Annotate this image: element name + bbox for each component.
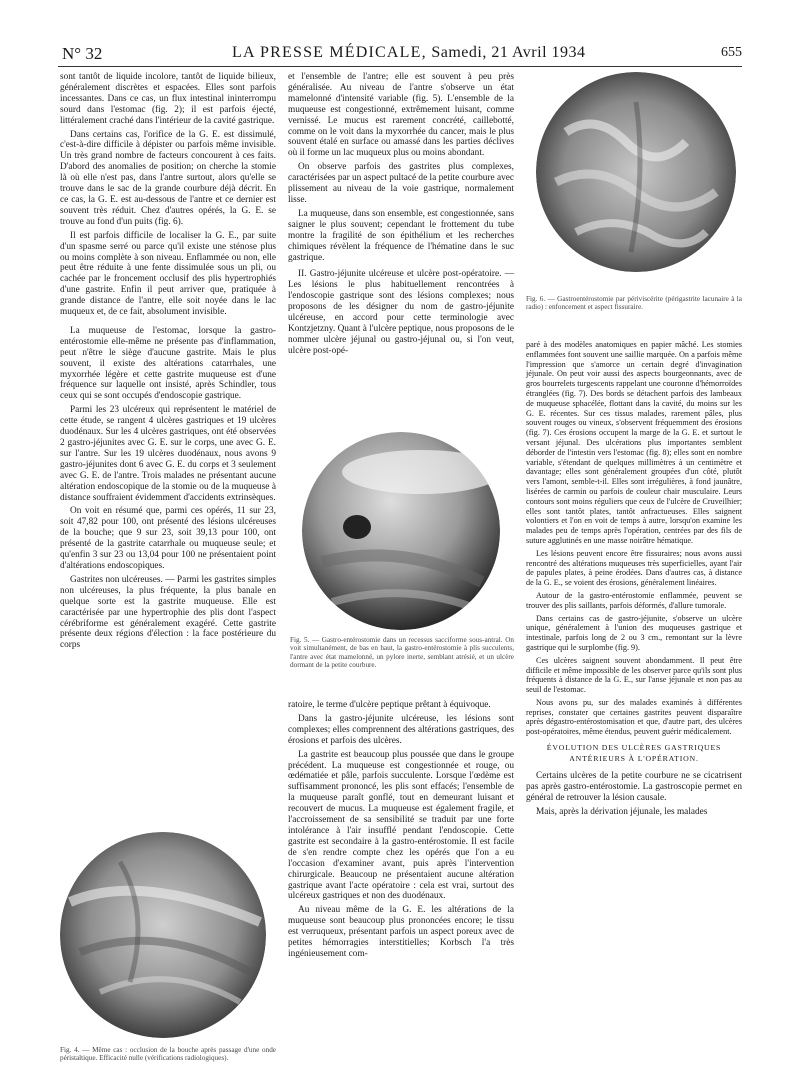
paragraph: et l'ensemble de l'antre; elle est souvent à peu près généralisée. Au niveau de l'antre s'observe un état mamelonné d'intensité variable (fig. 5). L'ensemble de la muqueuse est congestionné, extrêmement luisant, comme vernissé. Le mucus est rarement concrété, caillebotté, comme on le voit dans la myxorrhée du cancer, mais le plus souvent étalé en surface ou amassé dans les parties déclives où il forme un lac muqueux plus ou moins abondant. — [288, 72, 514, 159]
paragraph: On voit en résumé que, parmi ces opérés, 11 sur 23, soit 47,82 pour 100, ont présenté des lésions ulcéreuses de la bouche; que 9 sur 23, soit 39,13 pour 100, ont présenté de la gastrite catarrhale ou muqueuse seule; et qu'enfin 3 sur 23 ou 13,04 pour 100 ne présentaient point d'altérations endoscopiques. — [60, 506, 276, 571]
figure-6-image — [536, 72, 736, 272]
page-number: 655 — [721, 45, 742, 60]
paragraph: Dans certains cas de gastro-jéjunite, s'observe un ulcère unique, généralement à l'union des muqueuses gastrique et intestinale, parfois long de 2 ou 3 cm., remontant sur la lèvre gastrique qui le surplombe (fig. 9). — [526, 613, 742, 652]
paragraph: II. Gastro-jéjunite ulcéreuse et ulcère post-opératoire. — Les lésions le plus habituellement rencontrées à l'endoscopie gastrique sont des lésions complexes; nous proposons de les désigner du nom de gastro-jéjunite ulcéreuse, en accord pour cette terminologie avec Kontzjetzny. Quant à l'ulcère peptique, nous proposons de le nommer ulcère jéjunal ou gastro-jéjunal ou, si l'on veut, ulcère post-opé- — [288, 269, 514, 356]
paragraph: Dans certains cas, l'orifice de la G. E. est dissimulé, c'est-à-dire difficile à dépister ou parfois même invisible. Un très grand nombre de facteurs concourent à ces faits. D'abord des anomalies de position; on cherche la stomie là où elle n'est pas, dans l'antre surtout, alors qu'elle se trouve dans le sac de la grande courbure déjà décrit. En ce cas, la G. E. est au-dessous de l'antre et ce dernier est souvent très réduit. Chez d'autres opérés, la G. E. se trouve au fond d'un puits (fig. 6). — [60, 129, 276, 227]
paragraph: Autour de la gastro-entérostomie enflammée, peuvent se trouver des plis saillants, parfois déformés, d'allure tumorale. — [526, 590, 742, 610]
paragraph: Ces ulcères saignent souvent abondamment. Il peut être difficile et même impossible de les observer parce qu'ils sont plus fréquents à distance de la G. E., sur l'anse jéjunale et non pas au seuil de l'estomac. — [526, 655, 742, 695]
figure-6-caption: Fig. 6. — Gastroentérostomie par périviscérite (périgastrite lacunaire à la radio) : enfoncement et aspect fissuraire. — [526, 295, 742, 312]
column-3 — [526, 340, 742, 821]
paragraph: Dans la gastro-jéjunite ulcéreuse, les lésions sont complexes; elles comprennent des altérations gastriques, des érosions et parfois des ulcères. — [288, 713, 514, 746]
publication-name: LA PRESSE MÉDICALE, — [232, 44, 427, 61]
figure-5-image — [302, 432, 500, 630]
header-rule — [58, 66, 742, 67]
figure-4-image — [60, 832, 266, 1038]
column-2-lower — [288, 700, 514, 963]
paragraph: Parmi les 23 ulcéreux qui représentent le matériel de cette étude, se rangent 4 ulcères gastriques et 19 ulcères duodénaux. Sur les 4 ulcères gastriques, ont été observées 2 gastro-jéjunites avec G. E. sur le corps, une avec G. E. sur l'antre. Sur les 19 ulcères duodénaux, nous avons 9 gastro-jéjunites dont 6 avec G. E. du corps et 3 seulement avec G. E. de l'antre. Trois malades ne présentant aucune altération endoscopique de la stomie ou de la muqueuse à distance souffraient évidemment d'accidents extrinsèques. — [60, 405, 276, 503]
header-title — [232, 44, 586, 62]
paragraph: Il est parfois difficile de localiser la G. E., par suite d'un spasme serré ou parce qu'il existe une sténose plus ou moins complète à son niveau. Enflammée ou non, elle peut être réduite à une fente dissimulée sous un pli, ou cachée par le froncement occlusif des plis hypertrophiés d'une gastrite. Enfin il peut arriver que, pratiquée à grande distance de l'antre, elle soit noyée dans le lac muqueux et, de ce fait, absolument invisible. — [60, 230, 276, 318]
paragraph: Les lésions peuvent encore être fissuraires; nous avons aussi rencontré des altérations muqueuses très superficielles, ayant l'air de papules plates, à peine érodées. Dans d'autres cas, à distance de la G. E., se voient des érosions, généralement linéaires. — [526, 548, 742, 588]
figure-4-caption: Fig. 4. — Même cas : occlusion de la bouche après passage d'une onde péristaltique. Efficacité nulle (vérifications radiologiques). — [60, 1046, 276, 1063]
issue-number: N° 32 — [62, 44, 103, 63]
figure-5-caption: Fig. 5. — Gastro-entérostomie dans un recessus sacciforme sous-antral. On voit simultanément, de bas en haut, la gastro-entérostomie à plis succulents, l'antre avec état mamelonné, un pylore inerte, semblant atrésié, et un ulcère dormant de la petite courbure. — [290, 636, 514, 670]
page-header — [62, 42, 742, 64]
paragraph: Au niveau même de la G. E. les altérations de la muqueuse sont beaucoup plus prononcées encore; le tissu est verruqueux, présentant parfois un aspect poreux avec de petites hémorragies interstitielles; Korbsch l'a très ingénieusement com- — [288, 905, 514, 959]
column-2 — [288, 72, 514, 360]
paragraph: Certains ulcères de la petite courbure ne se cicatrisent pas après gastro-entérostomie. La gastroscopie permet en général de retrouver la lésion causale. — [526, 770, 742, 803]
column-1 — [60, 72, 276, 654]
section-heading: ÉVOLUTION DES ULCÈRES GASTRIQUES ANTÉRIEURS À L'OPÉRATION. — [546, 743, 722, 763]
paragraph: Gastrites non ulcéreuses. — Parmi les gastrites simples non ulcéreuses, la plus fréquente, la plus banale en quelque sorte est la gastrite muqueuse. Elle est caractérisée par une hypertrophie des plis dont l'aspect cérébriforme est généralement exagéré. Cette gastrite présente deux régions d'élection : la face postérieure du corps — [60, 574, 276, 651]
paragraph: paré à des modèles anatomiques en papier mâché. Les stomies enflammées font souvent une saillie marquée. On a parfois même l'impression que s'amorce un certain degré d'invagination jéjunale. On peut voir aussi des aspects bourgeonnants, avec de gros bourrelets turgescents rappelant une couronne d'hémorroïdes étranglées (fig. 7). Des bords se détachent parfois des lambeaux de muqueuse sphacélée, flottant dans la cavité, du moins sur les G. E. récentes. Sur ces tissus malades, rarement pâles, plus souvent rouges ou vineux, s'observent fréquemment des érosions (fig. 7). Ces érosions occupent la marge de la G. E. et surtout le versant jéjunal. Des ulcérations plus importantes semblent déborder de l'intestin vers l'estomac (fig. 8); elles sont en nombre variable, s'étendant de quelques millimètres à un centimètre et davantage; elles sont généralement groupées d'un côté, plutôt vers l'amont, semble-t-il. Elles sont irrégulières, à fond jaunâtre, lisérées de carmin ou parfois de couleur chair musculaire. Leurs contours sont moins réguliers que ceux de l'ulcère de Cruveilhier; elles sont tantôt plates, tantôt anfractueuses. Elles saignent volontiers et l'on en voit de temps à autre, lorsqu'on examine les malades peu de temps après l'opération, centrées par des fils de suture agglutinés en une masse noirâtre hématique. — [526, 340, 742, 545]
paragraph: Nous avons pu, sur des malades examinés à différentes reprises, constater que certaines gastrites peuvent disparaître après dégastro-entérostomisation et que, d'autre part, des ulcères post-opératoires, même étendus, peuvent guérir médicalement. — [526, 697, 742, 737]
paragraph: sont tantôt de liquide incolore, tantôt de liquide bilieux, généralement discrètes et espacées. Elles sont parfois incessantes. Dans ce cas, un flux intestinal ininterrompu sourd dans l'estomac (fig. 2); il est parfois éjecté, littéralement craché dans l'intérieur de la cavité gastrique. — [60, 72, 276, 126]
paragraph: ratoire, le terme d'ulcère peptique prêtant à équivoque. — [288, 700, 491, 710]
paragraph: La muqueuse de l'estomac, lorsque la gastro-entérostomie elle-même ne présente pas d'inflammation, peut n'être le siège d'aucune gastrite. Mais le plus souvent, il existe des altérations catarrhales, une myxorrhée légère et cette gastrite muqueuse est d'une fréquence sur laquelle ont insisté, après Schindler, tous ceux qui se sont occupés d'endoscopie gastrique. — [60, 325, 276, 402]
paragraph: La gastrite est beaucoup plus poussée que dans le groupe précédent. La muqueuse est congestionnée et rouge, ou œdématiée et pâle, parfois succulente. Lorsque l'œdème est suffisamment prononcé, les plis sont effacés; l'ensemble de la muqueuse paraît gonflé, tout en demeurant luisant et recouvert de mucus. La muqueuse est également fragile, et l'accroissement de sa sensibilité se traduit par une forte intolérance à l'air insufflé pendant l'endoscopie. Cette gastrite est secondaire à la gastro-entérostomie. Il est facile de s'en rendre compte chez les opérés que l'on a eu l'occasion d'examiner avant, puis après l'intervention chirurgicale. Beaucoup ne présentaient aucune altération gastrique avant l'acte opératoire : cela est vrai, surtout des ulcéreux gastriques et non des duodénaux. — [288, 749, 514, 902]
paragraph: La muqueuse, dans son ensemble, est congestionnée, sans saigner le plus souvent; cependant le frottement du tube montre la fragilité de son épithélium et les recherches chimiques révèlent la fréquence de l'hématine dans le suc gastrique. — [288, 208, 514, 263]
paragraph: On observe parfois des gastrites plus complexes, caractérisées par un aspect pultacé de la petite courbure avec plissement au niveau de la voie gastrique, normalement lisse. — [288, 162, 514, 205]
paragraph: Mais, après la dérivation jéjunale, les malades — [536, 806, 708, 817]
issue-date: Samedi, 21 Avril 1934 — [431, 44, 586, 61]
